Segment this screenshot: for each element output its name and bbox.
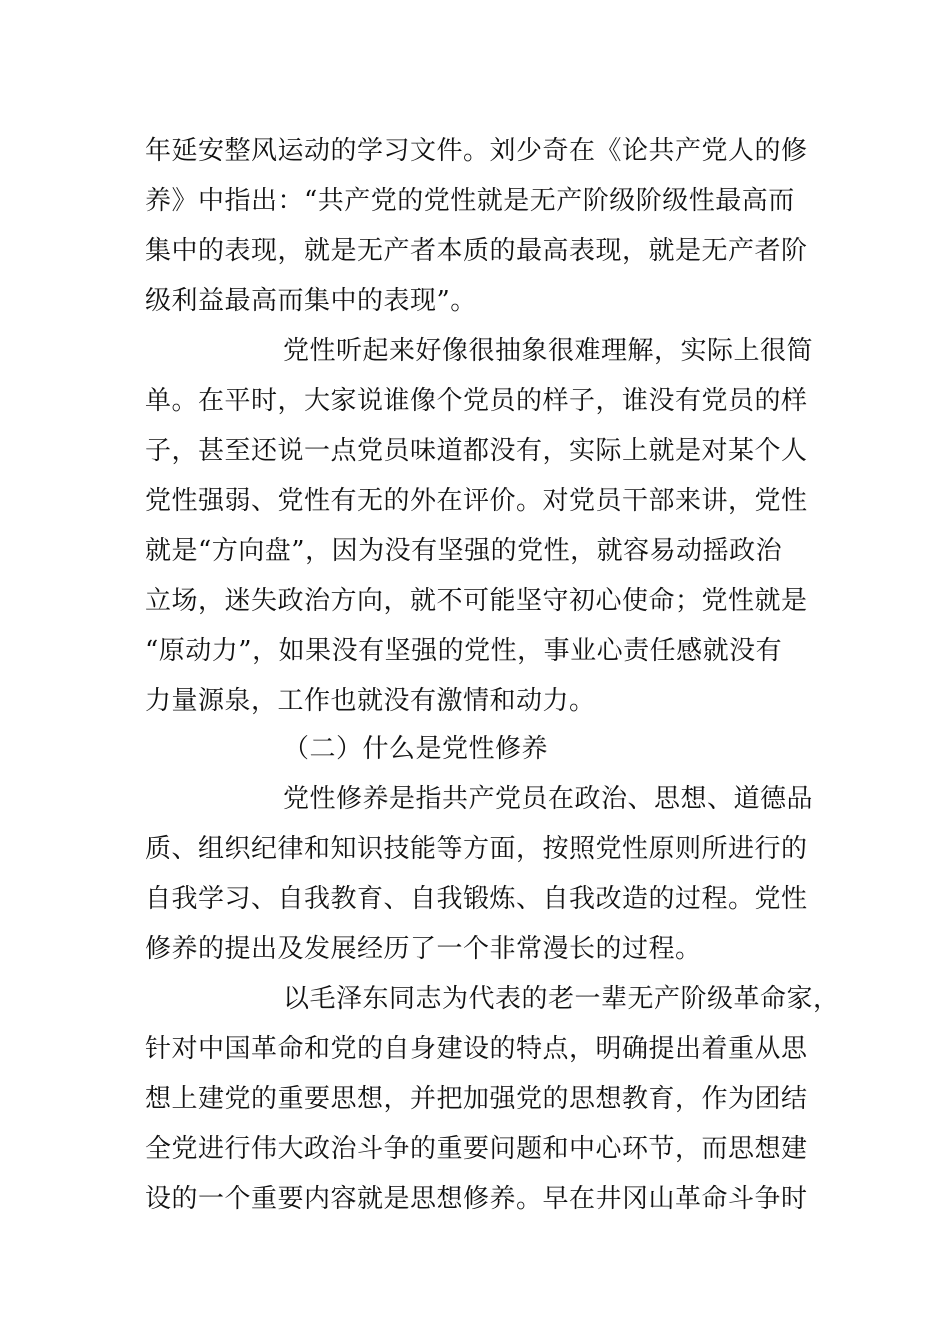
text-line: 级利益最高而集中的表现”。 <box>145 286 477 316</box>
text-line: 子，甚至还说一点党员味道都没有，实际上就是对某个人 <box>145 436 808 466</box>
text-line: 质、组织纪律和知识技能等方面，按照党性原则所进行的 <box>145 834 808 864</box>
text-line: 单。在平时，大家说谁像个党员的样子，谁没有党员的样 <box>145 386 808 416</box>
text-line: 养》中指出：“共产党的党性就是无产阶级阶级性最高而 <box>145 186 795 216</box>
text-line: 针对中国革命和党的自身建设的特点，明确提出着重从思 <box>145 1034 808 1064</box>
paragraph-start-line: 以毛泽东同志为代表的老一辈无产阶级革命家， <box>283 984 840 1014</box>
text-line: 全党进行伟大政治斗争的重要问题和中心环节，而思想建 <box>145 1134 808 1164</box>
paragraph-start-line: 党性听起来好像很抽象很难理解，实际上很简 <box>283 336 814 366</box>
paragraph-start-line: 党性修养是指共产党员在政治、思想、道德品 <box>283 784 814 814</box>
text-line: 党性强弱、党性有无的外在评价。对党员干部来讲，党性 <box>145 486 808 516</box>
text-line: 力量源泉，工作也就没有激情和动力。 <box>145 686 596 716</box>
section-heading: （二）什么是党性修养 <box>283 734 549 764</box>
text-line: 设的一个重要内容就是思想修养。早在井冈山革命斗争时 <box>145 1184 808 1214</box>
text-line: 想上建党的重要思想，并把加强党的思想教育，作为团结 <box>145 1084 808 1114</box>
text-line: “原动力”，如果没有坚强的党性，事业心责任感就没有 <box>145 636 783 666</box>
text-line: 自我学习、自我教育、自我锻炼、自我改造的过程。党性 <box>145 884 808 914</box>
text-line: 修养的提出及发展经历了一个非常漫长的过程。 <box>145 934 702 964</box>
text-line: 就是“方向盘”，因为没有坚强的党性，就容易动摇政治 <box>145 536 783 566</box>
text-line: 年延安整风运动的学习文件。刘少奇在《论共产党人的修 <box>145 136 808 166</box>
text-line: 集中的表现，就是无产者本质的最高表现，就是无产者阶 <box>145 236 808 266</box>
text-line: 立场，迷失政治方向，就不可能坚守初心使命；党性就是 <box>145 586 808 616</box>
